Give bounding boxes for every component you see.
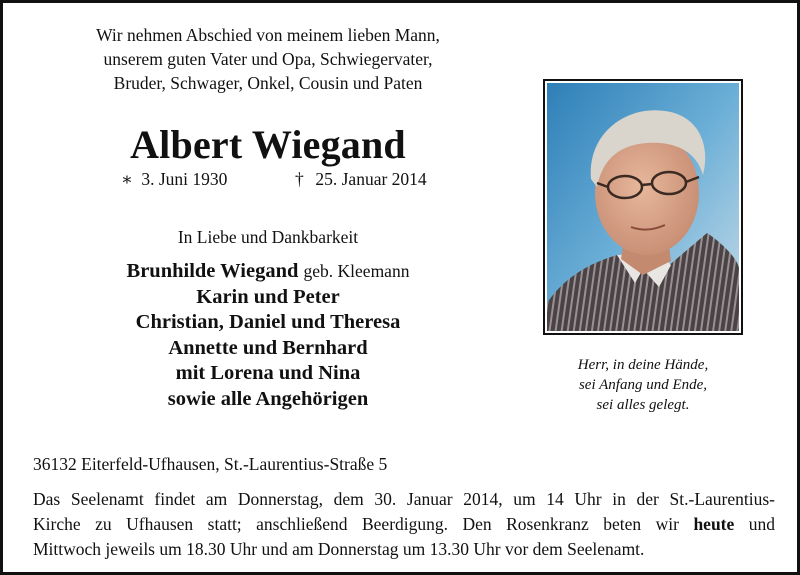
death-date <box>295 169 427 190</box>
service-text: und <box>748 514 775 534</box>
intro-line: Wir nehmen Abschied von meinem lieben Mann, <box>96 25 440 45</box>
birth-star-icon: ∗ <box>121 169 133 189</box>
death-date-text: 25. Januar 2014 <box>315 169 427 189</box>
service-line: Mittwoch jeweils um 18.30 Uhr und am Donnerstag um 13.30 Uhr vor dem Seelenamt. <box>33 539 645 559</box>
portrait-photo <box>543 79 743 335</box>
service-highlight: heute <box>693 514 735 534</box>
verse-line: sei Anfang und Ende, <box>578 377 708 393</box>
intro-line: Bruder, Schwager, Onkel, Cousin und Paten <box>113 73 423 93</box>
family-line: Christian, Daniel und Theresa <box>135 311 401 333</box>
service-line: Das Seelenamt findet am Donnerstag, dem 30. Januar 2014, um 14 Uhr in der St.-Laurentius- <box>33 489 775 509</box>
intro-text <box>53 23 483 95</box>
deceased-name: Albert Wiegand <box>130 122 406 167</box>
family-address: 36132 Eiterfeld-Ufhausen, St.-Laurentius-Straße 5 <box>33 454 388 474</box>
verse-line: sei alles gelegt. <box>596 397 690 413</box>
family-line: sowie alle Angehörigen <box>167 387 369 410</box>
service-line <box>33 512 775 537</box>
birth-date-text: 3. Juni 1930 <box>141 169 228 189</box>
love-line: In Liebe und Dankbarkeit <box>177 227 359 247</box>
widow-maiden-name: geb. Kleemann <box>303 261 410 281</box>
verse-text <box>533 355 753 415</box>
family-line: mit Lorena und Nina <box>175 362 361 384</box>
birth-date <box>121 169 227 190</box>
widow-line <box>23 259 513 285</box>
widow-name: Brunhilde Wiegand <box>126 260 299 282</box>
family-line: Karin und Peter <box>196 285 340 308</box>
death-cross-icon: † <box>295 169 304 189</box>
family-list <box>23 259 513 412</box>
service-text: Kirche zu Ufhausen statt; anschließend Beerdigung. Den Rosenkranz beten wir <box>33 514 679 534</box>
service-info <box>33 487 775 562</box>
family-line: Annette und Bernhard <box>168 336 368 359</box>
verse-line: Herr, in deine Hände, <box>577 357 709 373</box>
intro-line: unserem guten Vater und Opa, Schwiegervater, <box>103 49 433 69</box>
portrait-image <box>547 83 739 331</box>
